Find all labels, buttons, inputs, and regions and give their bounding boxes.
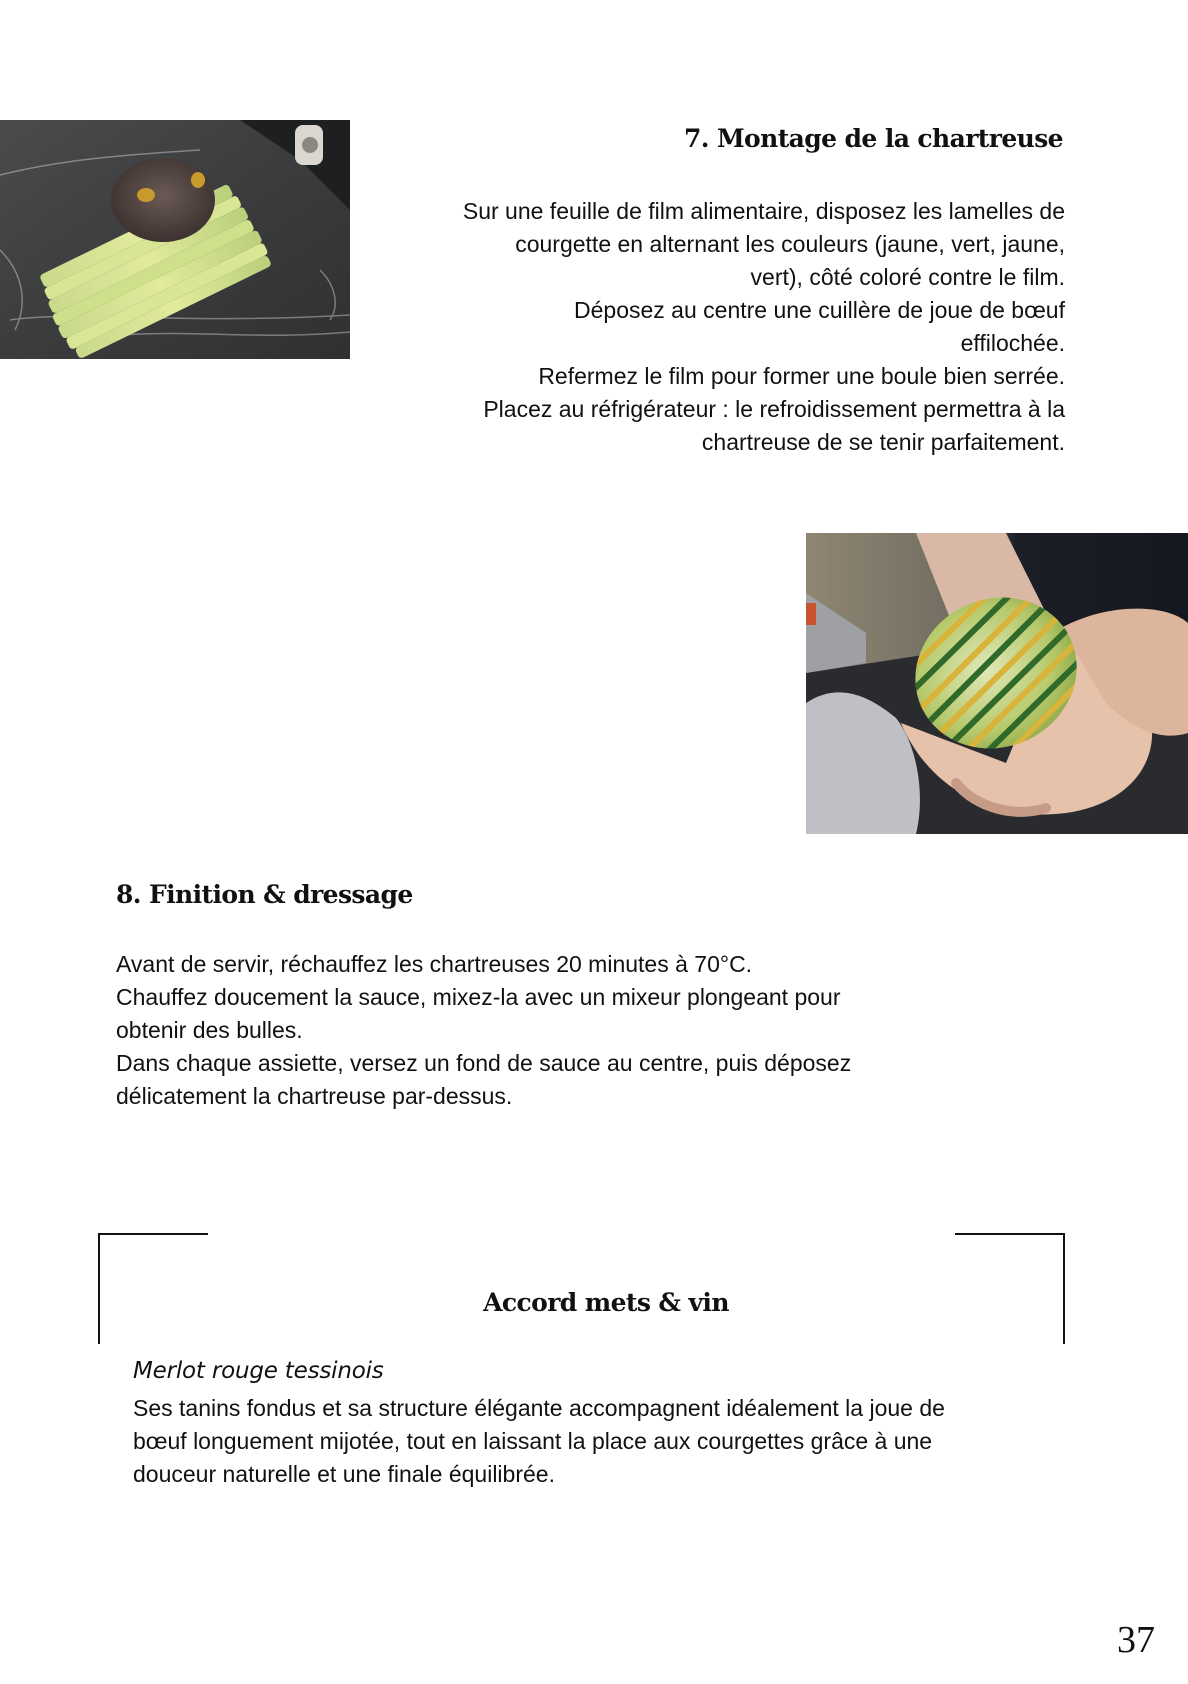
section-7-title: 7. Montage de la chartreuse (683, 124, 1063, 153)
zucchini-strips-image (0, 120, 350, 359)
photo-zucchini-strips-on-film (0, 120, 350, 359)
instruction-line: Avant de servir, réchauffez les chartreuses 20 minutes à 70°C. (116, 951, 753, 977)
chartreuse-ball-image (806, 533, 1188, 834)
instruction-line: chartreuse de se tenir parfaitement. (701, 429, 1065, 455)
instruction-line: Chauffez doucement la sauce, mixez-la avec un mixeur plongeant pour (116, 984, 841, 1010)
page-number: 37 (1117, 1619, 1155, 1661)
instruction-line: Placez au réfrigérateur : le refroidissement permettra à la (483, 396, 1065, 422)
instruction-line: Déposez au centre une cuillère de joue de bœuf (574, 297, 1065, 323)
instruction-line: Dans chaque assiette, versez un fond de sauce au centre, puis déposez (116, 1050, 852, 1076)
instruction-line: courgette en alternant les couleurs (jaune, vert, jaune, (515, 231, 1065, 257)
photo-chartreuse-in-hand (806, 533, 1188, 834)
instruction-line: obtenir des bulles. (116, 1017, 303, 1043)
instruction-line: délicatement la chartreuse par-dessus. (116, 1083, 513, 1109)
description-line: douceur naturelle et une finale équilibrée. (133, 1461, 555, 1487)
description-line: Ses tanins fondus et sa structure élégante accompagnent idéalement la joue de (133, 1395, 945, 1421)
wine-description (133, 1392, 1033, 1491)
description-line: bœuf longuement mijotée, tout en laissant la place aux courgettes grâce à une (133, 1428, 933, 1454)
instruction-line: vert), côté coloré contre le film. (750, 264, 1065, 290)
instruction-line: effilochée. (960, 330, 1065, 356)
instruction-line: Refermez le film pour former une boule bien serrée. (538, 363, 1065, 389)
instruction-line: Sur une feuille de film alimentaire, disposez les lamelles de (462, 198, 1065, 224)
wine-name: Merlot rouge tessinois (133, 1358, 384, 1384)
section-8-instructions (116, 948, 936, 1113)
section-8-title: 8. Finition & dressage (116, 880, 413, 909)
wine-pairing-title: Accord mets & vin (483, 1288, 729, 1317)
section-7-instructions (405, 195, 1065, 459)
